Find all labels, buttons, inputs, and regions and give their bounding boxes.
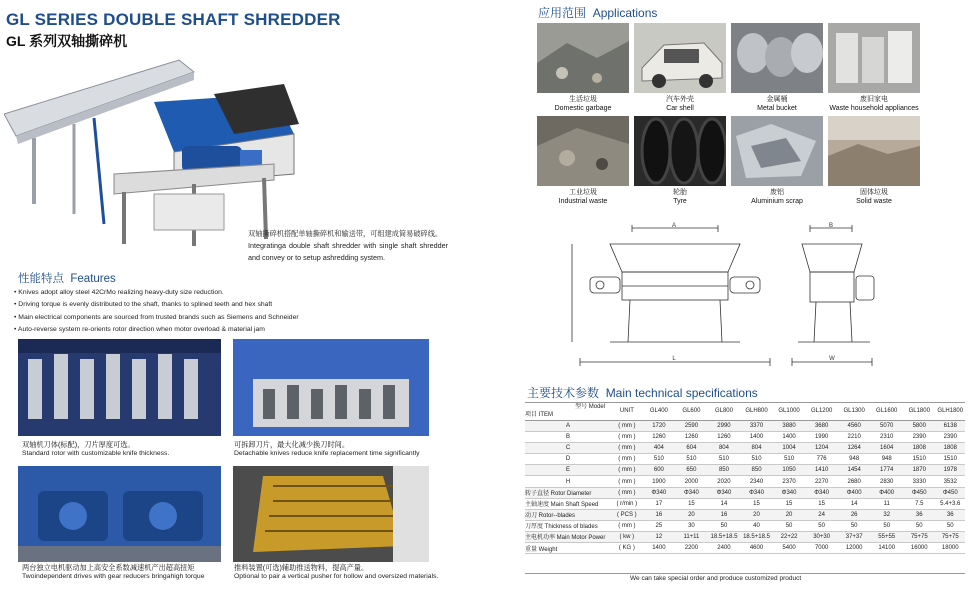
spec-row (525, 443, 965, 454)
applications-title-en: Applications (592, 6, 658, 20)
spec-value-cell: 1400 (773, 432, 806, 443)
specs-header-item: 项目 ITEM (525, 412, 553, 418)
spec-value-cell: 2000 (675, 476, 708, 487)
spec-row (525, 531, 965, 542)
spec-value-cell: 1510 (936, 454, 965, 465)
spec-value-cell: 510 (740, 454, 773, 465)
application-label-en: Car shell (666, 104, 694, 112)
spec-value-cell: 1990 (805, 432, 838, 443)
spec-row (525, 543, 965, 554)
spec-row (525, 476, 965, 487)
model-header: GL1600 (870, 402, 903, 421)
spec-value-cell: 510 (773, 454, 806, 465)
model-header: GLH800 (740, 402, 773, 421)
spec-value-cell: 16000 (903, 543, 936, 554)
spec-item-cell: D (525, 454, 611, 465)
spec-unit-cell: ( KG ) (611, 543, 643, 554)
spec-item-cell: 重量 Weight (525, 543, 611, 554)
application-label-en: Domestic garbage (554, 104, 612, 112)
rotor-photo (18, 339, 221, 436)
spec-value-cell: 804 (708, 443, 741, 454)
specs-title-cn: 主要技术参数 (527, 386, 600, 400)
spec-value-cell: 2370 (773, 476, 806, 487)
spec-value-cell: 3680 (805, 421, 838, 432)
spec-value-cell: Φ340 (708, 487, 741, 498)
specs-header-unit: UNIT (611, 402, 643, 421)
photo-caption-cn: 推料装置(可选)辅助推送物料，提高产量。 (234, 563, 369, 572)
spec-value-cell: 1400 (740, 432, 773, 443)
spec-value-cell: 2210 (838, 432, 871, 443)
intro-en: Integratinga double shaft shredder with single shaft shredder and convey or to setup ashredding system. (248, 241, 448, 262)
specs-table-wrapper (525, 402, 965, 554)
model-header: GL400 (643, 402, 676, 421)
photo-caption-en: Optional to pair a vertical pusher for hollow and oversized materials. (234, 573, 439, 580)
spec-value-cell: 776 (805, 454, 838, 465)
spec-value-cell: 3370 (740, 421, 773, 432)
application-label-en: Industrial waste (558, 197, 608, 205)
photo-caption-en: Standard rotor with customizable knife thickness. (22, 450, 170, 457)
knives-photo (233, 339, 429, 436)
spec-value-cell: Φ450 (936, 487, 965, 498)
application-label-en: Tyre (673, 197, 687, 205)
spec-unit-cell: ( mm ) (611, 476, 643, 487)
application-label-en: Metal bucket (757, 104, 797, 112)
features-title (18, 270, 116, 286)
specs-header-model: 型号 Model (575, 404, 606, 410)
application-label-cn: 固体垃圾 (860, 189, 888, 196)
dimension-label-b: B (828, 223, 834, 229)
spec-value-cell: 50 (936, 520, 965, 531)
spec-value-cell: 30+30 (805, 531, 838, 542)
spec-value-cell: 2680 (838, 476, 871, 487)
spec-item-cell: H (525, 476, 611, 487)
spec-value-cell: Φ340 (805, 487, 838, 498)
spec-value-cell: 50 (903, 520, 936, 531)
aluminium-scrap-image (731, 116, 823, 186)
spec-row (525, 509, 965, 520)
spec-value-cell: 1454 (838, 465, 871, 476)
spec-value-cell: Φ450 (903, 487, 936, 498)
industrial-waste-image (537, 116, 629, 186)
spec-value-cell: 14100 (870, 543, 903, 554)
spec-value-cell: 7.5 (903, 498, 936, 509)
application-label-en: Solid waste (856, 197, 892, 205)
spec-value-cell: 32 (870, 509, 903, 520)
specs-title-en: Main technical specifications (605, 386, 758, 400)
spec-value-cell: 1004 (773, 443, 806, 454)
spec-item-cell: 动刀 Rotor--blades (525, 509, 611, 520)
spec-row (525, 454, 965, 465)
feature-item: • Driving torque is evenly distributed to the shaft, thanks to splined teeth and hex shaft (14, 299, 484, 311)
pusher-photo (233, 466, 429, 562)
spec-value-cell: 2390 (903, 432, 936, 443)
photo-caption-cn: 两台独立电机驱动加上高安全系数减速机产出超高扭矩 (22, 563, 195, 572)
spec-unit-cell: ( mm ) (611, 465, 643, 476)
spec-value-cell: 1720 (643, 421, 676, 432)
spec-value-cell: 3532 (936, 476, 965, 487)
photo-caption-en: Twoindependent drives with gear reducers bringahigh torque (22, 573, 205, 580)
spec-unit-cell: ( mm ) (611, 487, 643, 498)
spec-value-cell: 18.5+18.5 (740, 531, 773, 542)
spec-value-cell: 2390 (936, 432, 965, 443)
features-title-cn: 性能特点 (18, 273, 64, 285)
spec-value-cell: 1978 (936, 465, 965, 476)
photo-caption-en: Detachable knives reduce knife replacement time significantly (234, 450, 420, 457)
application-label-cn: 生活垃圾 (569, 96, 597, 103)
application-label-cn: 工业垃圾 (569, 189, 597, 196)
spec-value-cell: 2310 (870, 432, 903, 443)
spec-item-cell: 刀厚度 Thickness of blades (525, 520, 611, 531)
spec-value-cell: Φ400 (870, 487, 903, 498)
spec-value-cell: 36 (936, 509, 965, 520)
spec-value-cell: 5.4+3.6 (936, 498, 965, 509)
spec-value-cell: 1808 (936, 443, 965, 454)
photo-caption-cn: 可拆卸刀片，最大化减少换刀时间。 (234, 440, 350, 449)
spec-value-cell: 510 (675, 454, 708, 465)
intro-text (248, 228, 448, 264)
spec-unit-cell: ( mm ) (611, 443, 643, 454)
application-label-en: Aluminium scrap (751, 197, 803, 205)
spec-value-cell: 404 (643, 443, 676, 454)
specs-note: We can take special order and produce customized product (630, 575, 802, 582)
spec-row (525, 432, 965, 443)
application-label-cn: 汽车外壳 (666, 96, 694, 103)
tyre-image (634, 116, 726, 186)
model-header: GL1200 (805, 402, 838, 421)
model-header: GL1300 (838, 402, 871, 421)
spec-item-cell: E (525, 465, 611, 476)
application-label-cn: 废旧家电 (860, 96, 888, 103)
spec-value-cell: 1870 (903, 465, 936, 476)
spec-value-cell: 12 (643, 531, 676, 542)
spec-value-cell: 50 (838, 520, 871, 531)
drives-photo (18, 466, 221, 562)
spec-value-cell: 6138 (936, 421, 965, 432)
spec-value-cell: 1774 (870, 465, 903, 476)
spec-value-cell: 600 (643, 465, 676, 476)
model-header: GL800 (708, 402, 741, 421)
spec-value-cell: Φ340 (773, 487, 806, 498)
spec-value-cell: Φ340 (643, 487, 676, 498)
spec-unit-cell: ( mm ) (611, 432, 643, 443)
shredder-machine-illustration (4, 54, 304, 250)
spec-value-cell: 2340 (740, 476, 773, 487)
specs-title (527, 384, 758, 401)
spec-item-cell: 主轴速度 Main Shaft Speed (525, 498, 611, 509)
feature-item: • Auto-reverse system re-orients rotor direction when motor overload & material jam (14, 324, 484, 336)
spec-value-cell: 36 (903, 509, 936, 520)
spec-unit-cell: ( r/min ) (611, 498, 643, 509)
features-title-en: Features (70, 273, 116, 285)
dimension-label-l: L (672, 356, 676, 362)
spec-value-cell: 804 (740, 443, 773, 454)
spec-value-cell: 2990 (708, 421, 741, 432)
intro-cn: 双轴撕碎机搭配单轴撕碎机和输送带，可组建成简易破碎线。 (248, 229, 443, 238)
spec-value-cell: 55+55 (870, 531, 903, 542)
spec-value-cell: 20 (675, 509, 708, 520)
spec-value-cell: 2830 (870, 476, 903, 487)
applications-title-cn: 应用范围 (538, 6, 587, 20)
application-label-en: Waste household appliances (829, 104, 919, 112)
spec-value-cell: 75+75 (903, 531, 936, 542)
spec-value-cell: 1604 (870, 443, 903, 454)
spec-unit-cell: ( kw ) (611, 531, 643, 542)
spec-value-cell: 1260 (675, 432, 708, 443)
spec-value-cell: 22+22 (773, 531, 806, 542)
spec-row (525, 421, 965, 432)
spec-value-cell: 20 (773, 509, 806, 520)
car-shell-image (634, 23, 726, 93)
spec-value-cell: 510 (643, 454, 676, 465)
spec-value-cell: 1260 (708, 432, 741, 443)
spec-unit-cell: ( mm ) (611, 454, 643, 465)
spec-value-cell: 1050 (773, 465, 806, 476)
dimension-label-w: W (829, 356, 835, 362)
spec-value-cell: 12000 (838, 543, 871, 554)
spec-value-cell: 18.5+18.5 (708, 531, 741, 542)
spec-value-cell: Φ340 (675, 487, 708, 498)
application-label-cn: 废铝 (770, 189, 784, 196)
spec-value-cell: 1510 (903, 454, 936, 465)
spec-value-cell: 15 (740, 498, 773, 509)
spec-value-cell: 850 (740, 465, 773, 476)
spec-value-cell: 510 (708, 454, 741, 465)
spec-value-cell: 1264 (838, 443, 871, 454)
spec-value-cell: 24 (805, 509, 838, 520)
spec-value-cell: 3880 (773, 421, 806, 432)
waste-appliances-image (828, 23, 920, 93)
spec-value-cell: 37+37 (838, 531, 871, 542)
spec-value-cell: 75+75 (936, 531, 965, 542)
spec-value-cell: 11+11 (675, 531, 708, 542)
spec-item-cell: A (525, 421, 611, 432)
dimension-label-a: A (671, 223, 677, 229)
metal-bucket-image (731, 23, 823, 93)
spec-row (525, 487, 965, 498)
spec-value-cell: 604 (675, 443, 708, 454)
spec-value-cell: Φ340 (740, 487, 773, 498)
application-label-cn: 轮胎 (673, 189, 687, 196)
model-header: GL600 (675, 402, 708, 421)
applications-title (538, 4, 657, 21)
spec-value-cell: 1808 (903, 443, 936, 454)
features-list (14, 287, 484, 337)
specs-table-body (525, 421, 965, 554)
specs-table (525, 402, 965, 554)
spec-value-cell: 5400 (773, 543, 806, 554)
spec-value-cell: 2590 (675, 421, 708, 432)
spec-value-cell: 50 (773, 520, 806, 531)
spec-value-cell: 3330 (903, 476, 936, 487)
spec-value-cell: 1400 (643, 543, 676, 554)
spec-value-cell: 1204 (805, 443, 838, 454)
model-header: GLH1800 (936, 402, 965, 421)
spec-row (525, 520, 965, 531)
spec-row (525, 498, 965, 509)
spec-row (525, 465, 965, 476)
application-label (814, 189, 934, 206)
spec-value-cell: 5800 (903, 421, 936, 432)
right-panel (490, 0, 980, 593)
spec-value-cell: 2270 (805, 476, 838, 487)
spec-value-cell: 850 (708, 465, 741, 476)
spec-value-cell: 15 (773, 498, 806, 509)
spec-value-cell: 1900 (643, 476, 676, 487)
spec-item-cell: 主电机功率 Main Motor Power (525, 531, 611, 542)
specs-header-item-cell (525, 402, 611, 421)
spec-value-cell: 2400 (708, 543, 741, 554)
spec-value-cell: 650 (675, 465, 708, 476)
spec-value-cell: 20 (740, 509, 773, 520)
technical-drawing (570, 222, 970, 374)
spec-value-cell: 1260 (643, 432, 676, 443)
spec-value-cell: 16 (643, 509, 676, 520)
spec-unit-cell: ( mm ) (611, 421, 643, 432)
spec-value-cell: 50 (870, 520, 903, 531)
spec-value-cell: 7000 (805, 543, 838, 554)
domestic-garbage-image (537, 23, 629, 93)
model-header: GL1000 (773, 402, 806, 421)
spec-value-cell: 16 (708, 509, 741, 520)
feature-item: • Knives adopt alloy steel 42CrMo realizing heavy-duty size reduction. (14, 287, 484, 299)
spec-value-cell: 50 (805, 520, 838, 531)
spec-unit-cell: ( mm ) (611, 520, 643, 531)
solid-waste-image (828, 116, 920, 186)
spec-value-cell: 948 (870, 454, 903, 465)
spec-item-cell: 转子直径 Rotor Diameter (525, 487, 611, 498)
spec-value-cell: 14 (708, 498, 741, 509)
spec-value-cell: 15 (675, 498, 708, 509)
spec-value-cell: 2200 (675, 543, 708, 554)
spec-value-cell: Φ400 (838, 487, 871, 498)
feature-item: • Main electrical components are sourced from trusted brands such as Siemens and Schneider (14, 312, 484, 324)
page-title-cn: GL 系列双轴撕碎机 (6, 33, 128, 49)
spec-value-cell: 50 (708, 520, 741, 531)
model-header: GL1800 (903, 402, 936, 421)
spec-value-cell: 5070 (870, 421, 903, 432)
spec-value-cell: 26 (838, 509, 871, 520)
application-label-cn: 金属桶 (766, 96, 788, 103)
spec-value-cell: 17 (643, 498, 676, 509)
spec-value-cell: 2020 (708, 476, 741, 487)
spec-value-cell: 18000 (936, 543, 965, 554)
spec-value-cell: 11 (870, 498, 903, 509)
specs-header-row (525, 402, 965, 421)
photo-caption-cn: 双轴机刀体(标配)，刀片厚度可选。 (22, 440, 135, 449)
spec-value-cell: 40 (740, 520, 773, 531)
page-title: GL SERIES DOUBLE SHAFT SHREDDER (6, 10, 341, 29)
spec-value-cell: 14 (838, 498, 871, 509)
spec-value-cell: 25 (643, 520, 676, 531)
spec-value-cell: 4560 (838, 421, 871, 432)
spec-value-cell: 4600 (740, 543, 773, 554)
spec-value-cell: 948 (838, 454, 871, 465)
spec-value-cell: 30 (675, 520, 708, 531)
spec-unit-cell: ( PCS ) (611, 509, 643, 520)
application-label (814, 96, 934, 113)
spec-item-cell: B (525, 432, 611, 443)
spec-value-cell: 15 (805, 498, 838, 509)
spec-item-cell: C (525, 443, 611, 454)
spec-value-cell: 1410 (805, 465, 838, 476)
